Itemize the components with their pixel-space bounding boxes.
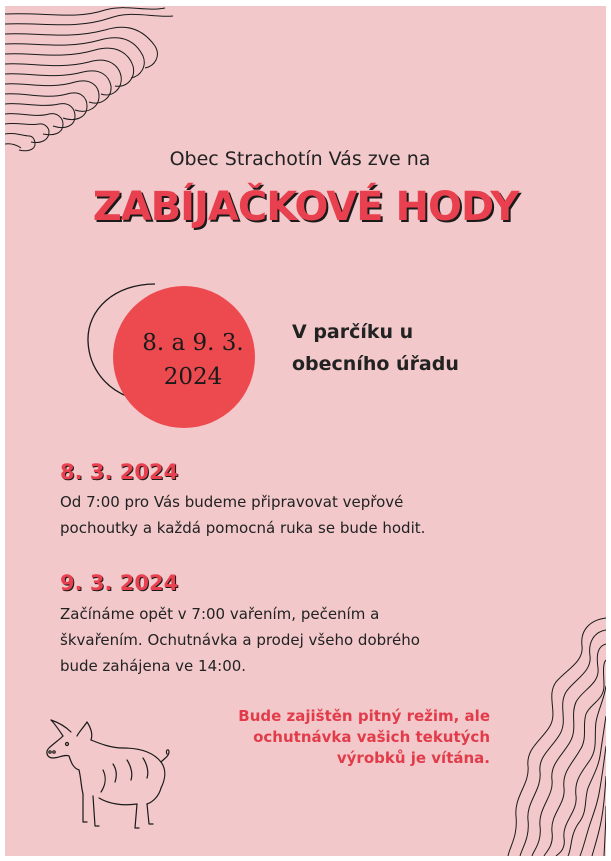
pig-illustration bbox=[43, 714, 173, 849]
drinks-note bbox=[238, 706, 490, 769]
event-dates bbox=[113, 326, 273, 394]
wavy-lines-decoration-top bbox=[5, 6, 180, 156]
day-1-line-2: pochoutky a každá pomocná ruka se bude hodit. bbox=[60, 519, 426, 537]
event-dates-line-2: 2024 bbox=[163, 364, 223, 390]
drinks-note-line-3: výrobků je vítána. bbox=[336, 749, 490, 767]
day-2-line-1: Začínáme opět v 7:00 vařením, pečením a bbox=[60, 605, 380, 623]
poster-page bbox=[5, 6, 606, 856]
event-dates-line-1: 8. a 9. 3. bbox=[142, 330, 244, 356]
wavy-lines-decoration-bottom bbox=[506, 616, 606, 856]
day-2-line-3: bude zahájena ve 14:00. bbox=[60, 657, 247, 675]
drinks-note-line-1: Bude zajištěn pitný režim, ale bbox=[238, 707, 490, 725]
day-1-heading: 8. 3. 2024 bbox=[60, 460, 179, 484]
day-2-line-2: škvařením. Ochutnávka a prodej všeho dobrého bbox=[60, 631, 420, 649]
event-place bbox=[292, 316, 459, 380]
day-2-text bbox=[60, 601, 420, 679]
event-place-line-2: obecního úřadu bbox=[292, 353, 459, 375]
intro-line: Obec Strachotín Vás zve na bbox=[169, 148, 431, 170]
event-place-line-1: V parčíku u bbox=[292, 321, 414, 343]
day-1-text bbox=[60, 489, 425, 541]
drinks-note-line-2: ochutnávka vašich tekutých bbox=[253, 728, 490, 746]
event-title: ZABÍJAČKOVÉ HODY bbox=[92, 184, 519, 230]
day-1-line-1: Od 7:00 pro Vás budeme připravovat vepřové bbox=[60, 493, 404, 511]
day-2-heading: 9. 3. 2024 bbox=[60, 571, 179, 595]
